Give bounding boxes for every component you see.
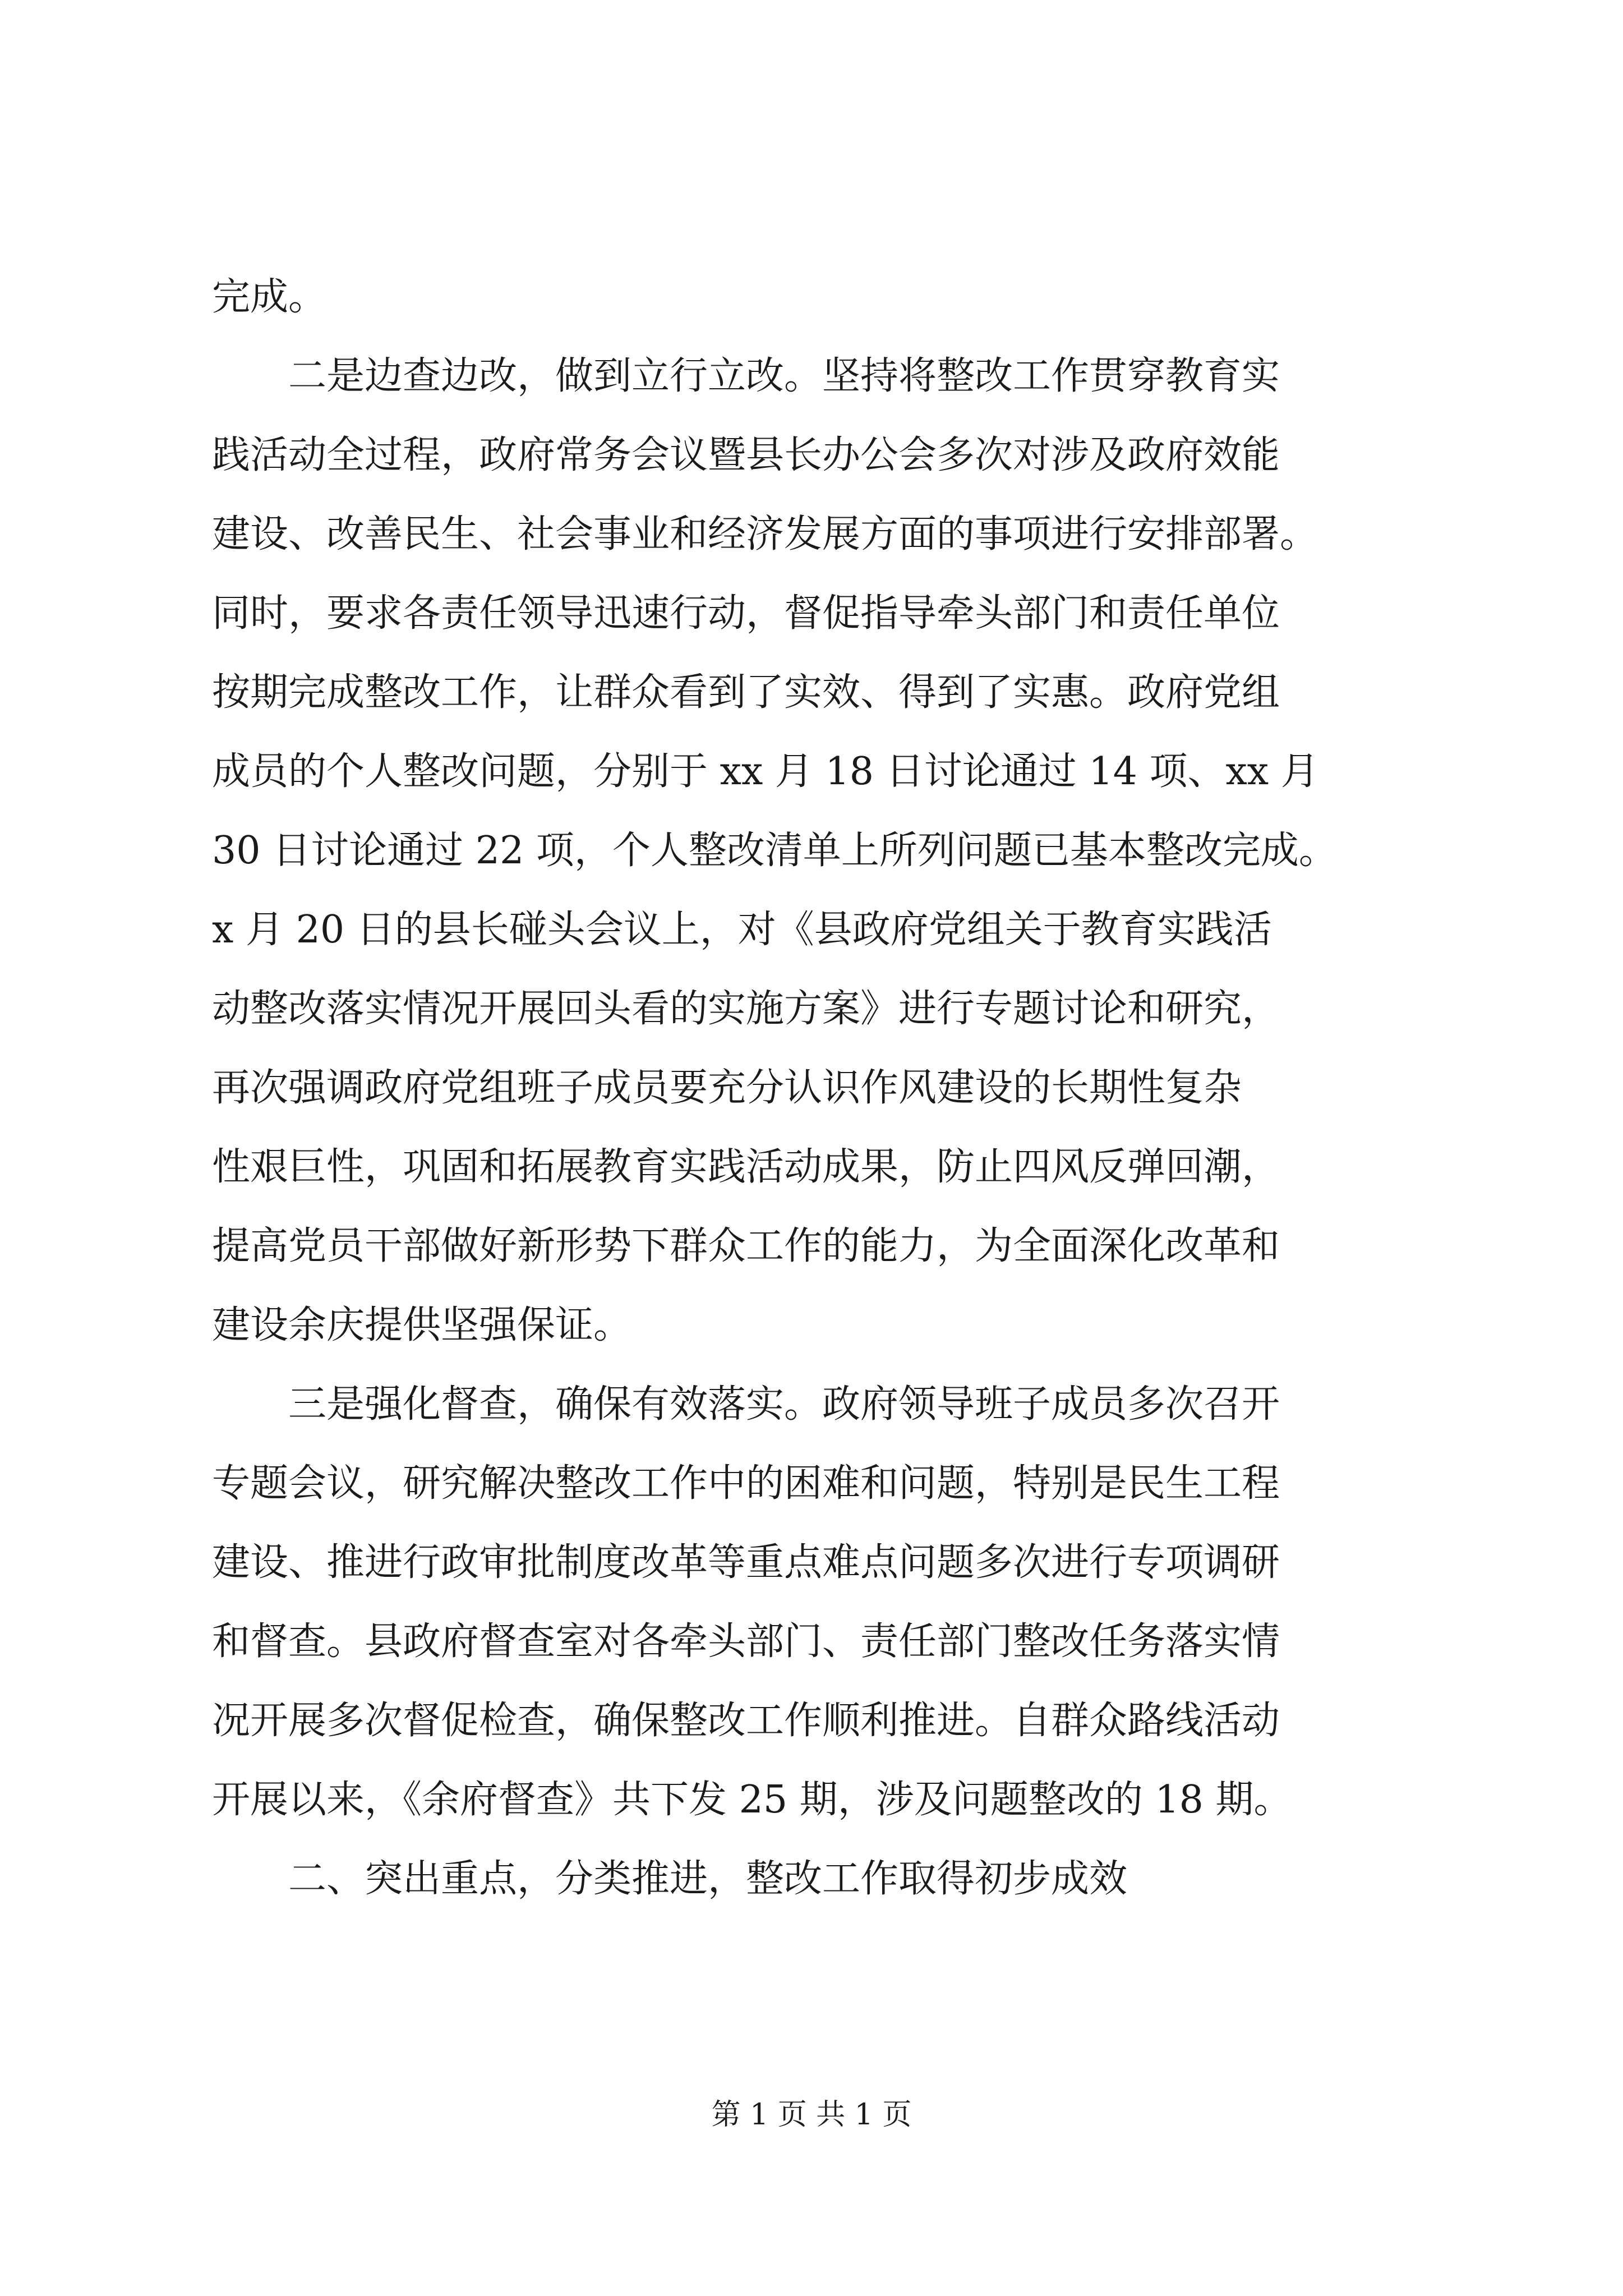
- text-line: 同时，要求各责任领导迅速行动，督促指导牵头部门和责任单位: [212, 591, 1280, 636]
- text-line: 再次强调政府党组班子成员要充分认识作风建设的长期性复杂: [212, 1066, 1242, 1110]
- text-line: 按期完成整改工作，让群众看到了实效、得到了实惠。政府党组: [212, 670, 1280, 715]
- text-line: x 月 20 日的县长碰头会议上，对《县政府党组关于教育实践活: [212, 908, 1272, 952]
- text-line: 建设余庆提供坚强保证。: [212, 1303, 632, 1347]
- section-heading: 二、突出重点，分类推进，整改工作取得初步成效: [288, 1857, 1128, 1901]
- text-line: 提高党员干部做好新形势下群众工作的能力，为全面深化改革和: [212, 1224, 1280, 1268]
- page-footer: 第 1 页 共 1 页: [711, 2098, 912, 2132]
- text-line: 专题会议，研究解决整改工作中的困难和问题，特别是民生工程: [212, 1461, 1280, 1506]
- text-line: 动整改落实情况开展回头看的实施方案》进行专题讨论和研究，: [212, 987, 1280, 1031]
- text-line: 成员的个人整改问题，分别于 xx 月 18 日讨论通过 14 项、xx 月: [212, 749, 1319, 794]
- paragraph-line: 三是强化督查，确保有效落实。政府领导班子成员多次召开: [288, 1382, 1280, 1427]
- paragraph-line: 二是边查边改，做到立行立改。坚持将整改工作贯穿教育实: [288, 354, 1280, 398]
- text-line: 开展以来，《余府督查》共下发 25 期，涉及问题整改的 18 期。: [212, 1778, 1292, 1822]
- text-line: 和督查。县政府督查室对各牵头部门、责任部门整改任务落实情: [212, 1619, 1280, 1664]
- text-line: 况开展多次督促检查，确保整改工作顺利推进。自群众路线活动: [212, 1699, 1280, 1743]
- text-line: 建设、改善民生、社会事业和经济发展方面的事项进行安排部署。: [212, 512, 1318, 556]
- text-line: 性艰巨性，巩固和拓展教育实践活动成果，防止四风反弹回潮，: [212, 1145, 1280, 1189]
- text-line: 建设、推进行政审批制度改革等重点难点问题多次进行专项调研: [212, 1540, 1280, 1585]
- text-line: 践活动全过程，政府常务会议暨县长办公会多次对涉及政府效能: [212, 433, 1280, 477]
- text-line: 30 日讨论通过 22 项，个人整改清单上所列问题已基本整改完成。: [212, 829, 1337, 873]
- text-line: 完成。: [212, 275, 327, 319]
